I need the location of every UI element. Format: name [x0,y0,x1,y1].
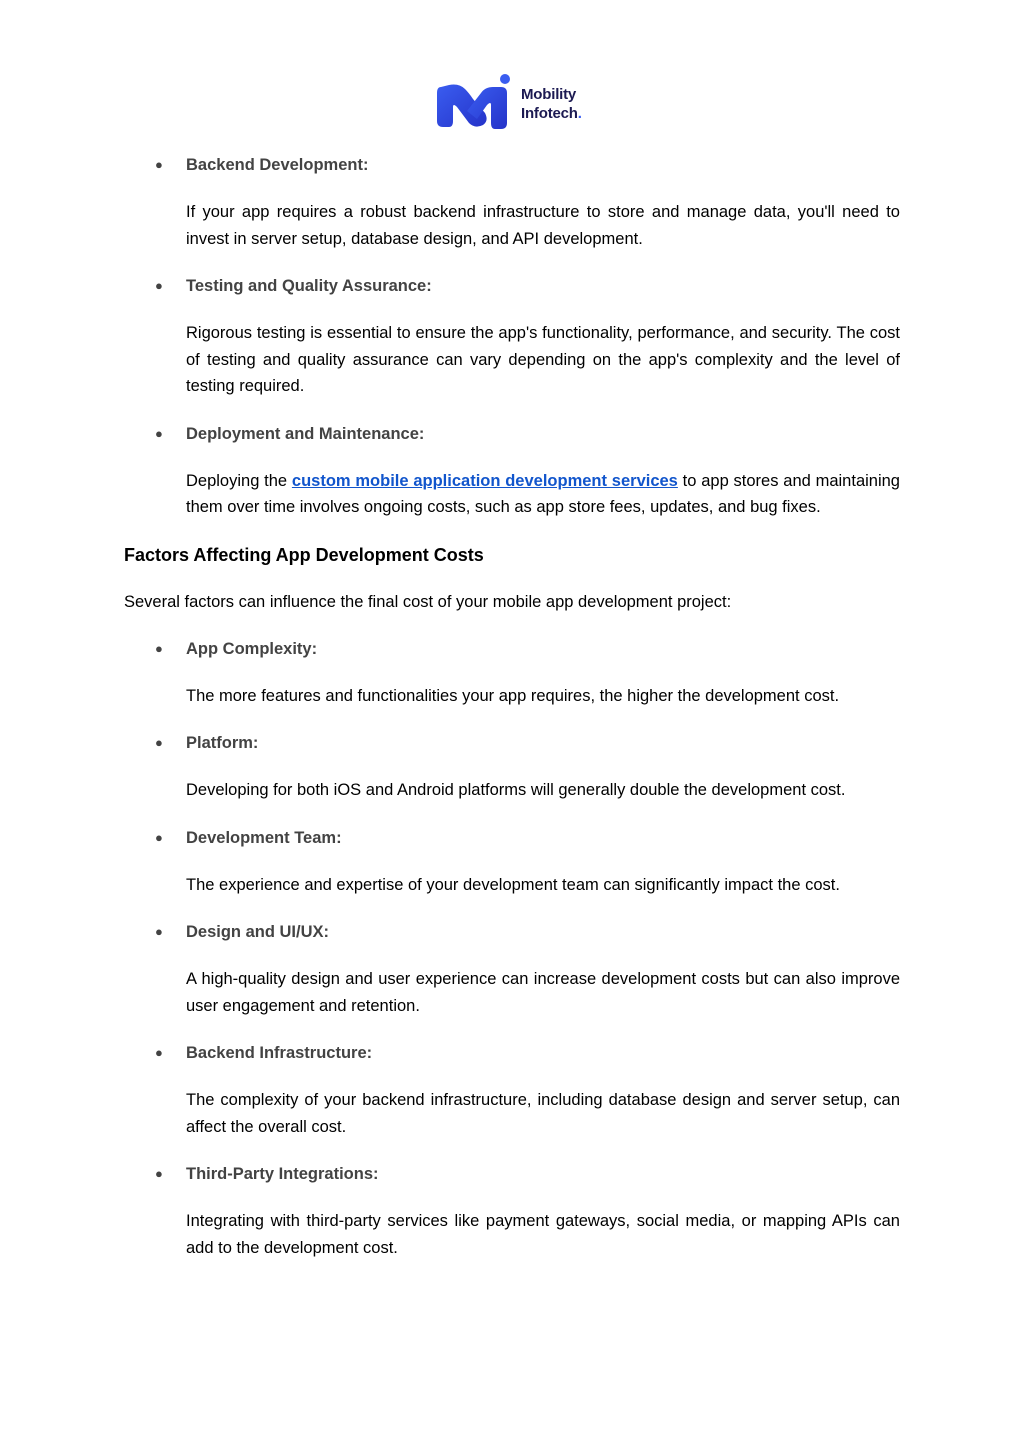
mobility-infotech-logo-icon [435,73,515,135]
logo-line-1: Mobility [521,86,577,103]
bullet-heading-platform: ● Platform: [124,730,900,756]
paragraph-development-team: The experience and expertise of your development team can significantly impact the cost. [186,875,840,894]
paragraph-backend-infrastructure: The complexity of your backend infrastructure, including database design and server setup, can affect the overall cost. [186,1091,900,1136]
bullet-heading-development-team: ● Development Team: [124,825,900,851]
document-body [124,152,900,1261]
bullet-icon: ● [155,157,163,172]
section-intro: Several factors can influence the final cost of your mobile app development project: [124,592,732,611]
bullet-heading-backend-development: ● Backend Development: [124,152,900,178]
paragraph-deployment: Deploying the custom mobile application development services to app stores and maintaining them over time involves ongoing costs, such as app store fees, updates, and bug fixes. [186,471,900,516]
custom-app-dev-services-link[interactable]: custom mobile application development services [291,471,678,490]
paragraph-testing: Rigorous testing is essential to ensure the app's functionality, performance, and security. The cost of testing and quality assurance can vary depending on the app's complexity and the level of testing required. [186,324,900,395]
paragraph-app-complexity: The more features and functionalities your app requires, the higher the development cost. [186,686,840,705]
bullet-heading-testing: ● Testing and Quality Assurance: [124,273,900,299]
company-logo [435,73,605,135]
bullet-heading-design-uiux: ● Design and UI/UX: [124,919,900,945]
bullet-heading-backend-infrastructure: ● Backend Infrastructure: [124,1040,900,1066]
paragraph-design-uiux: A high-quality design and user experience can increase development costs but can also improve user engagement and retention. [186,970,900,1015]
bullet-icon: ● [155,278,163,293]
bullet-icon: ● [155,640,163,656]
section-title: Factors Affecting App Development Costs [124,544,484,565]
bullet-heading-app-complexity: ● App Complexity: [124,636,900,662]
bullet-heading-deployment: ● Deployment and Maintenance: [124,421,900,447]
paragraph-backend-development: If your app requires a robust backend infrastructure to store and manage data, you'll need to invest in server setup, database design, and API development. [186,203,900,248]
bullet-icon: ● [155,829,163,845]
logo-dot: . [577,105,582,122]
bullet-icon: ● [155,735,163,750]
bullet-icon: ● [155,924,163,939]
logo-line-2: Infotech. [521,105,582,122]
bullet-icon: ● [155,1166,163,1181]
paragraph-third-party: Integrating with third-party services like payment gateways, social media, or mapping APIs can add to the development cost. [186,1212,900,1257]
paragraph-platform: Developing for both iOS and Android platforms will generally double the development cost. [186,781,846,799]
bullet-icon: ● [155,1045,163,1060]
bullet-heading-third-party: ● Third-Party Integrations: [124,1161,900,1187]
bullet-icon: ● [155,425,163,441]
